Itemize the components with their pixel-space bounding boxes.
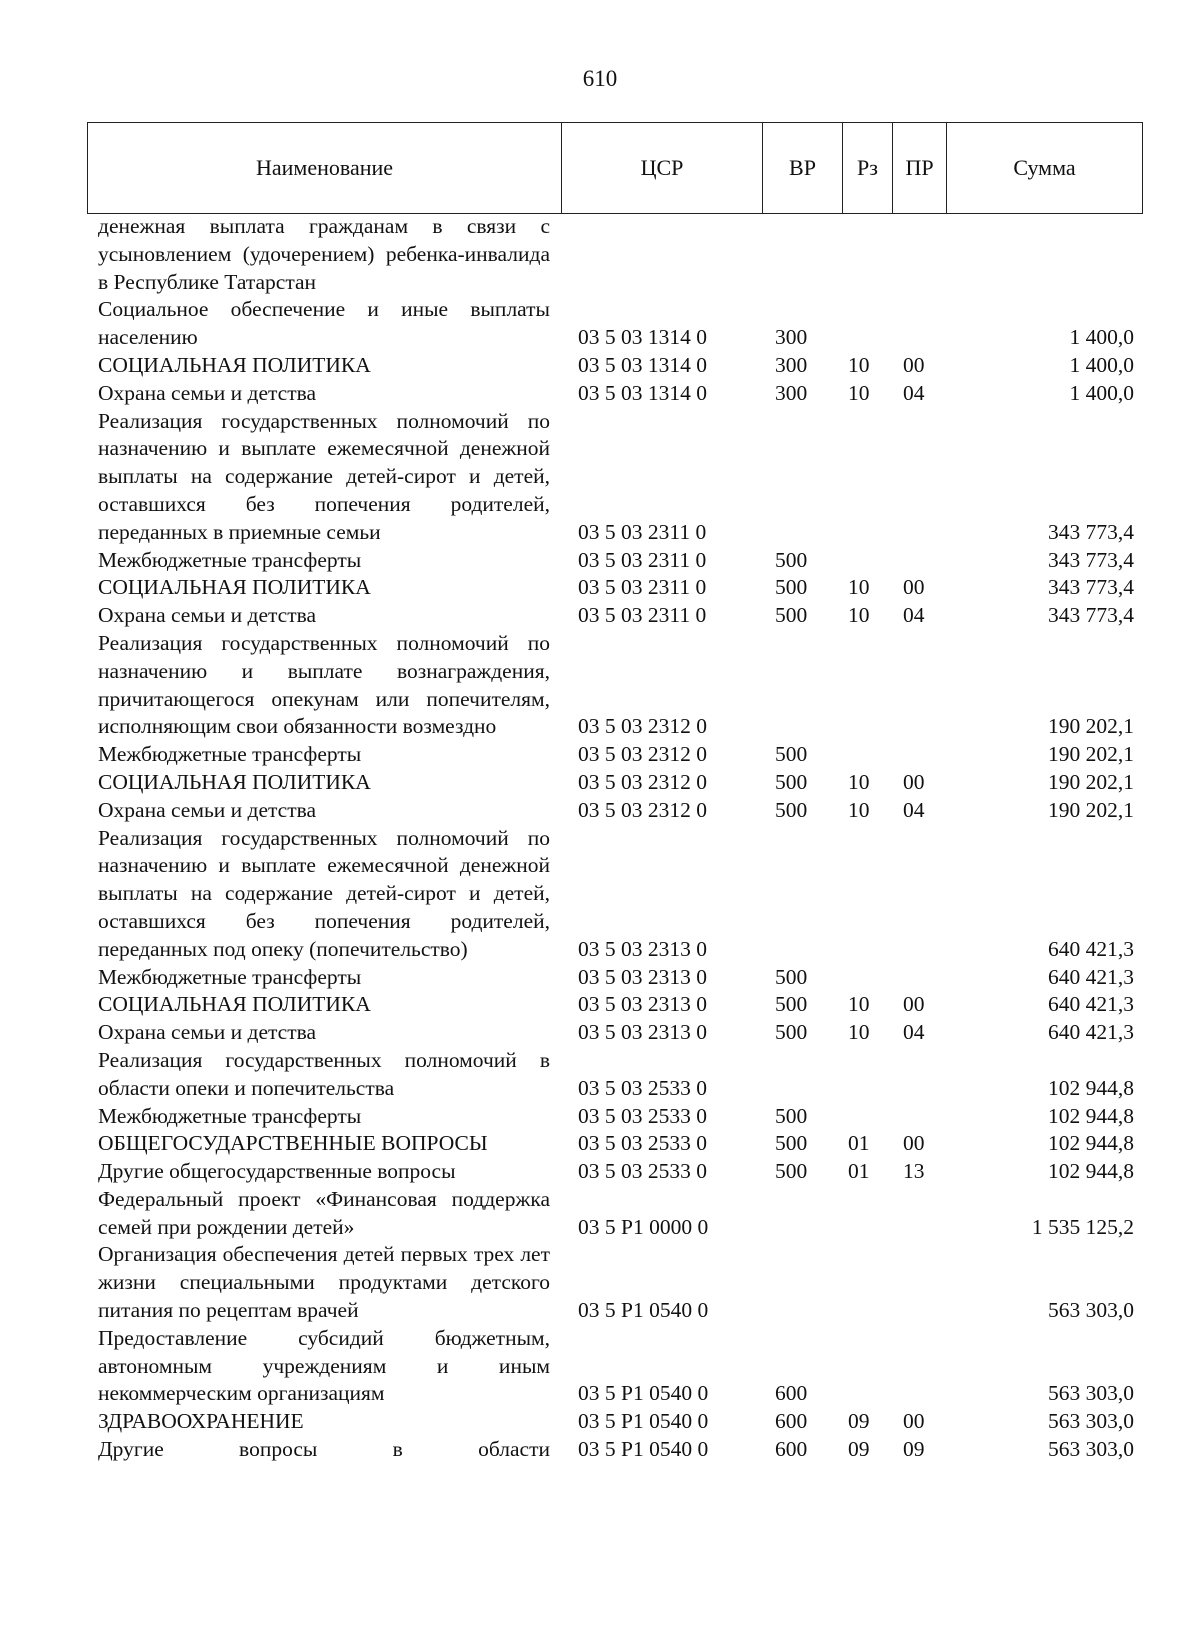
row-vr: 500 (775, 742, 808, 767)
row-name-text: СОЦИАЛЬНАЯ ПОЛИТИКА (98, 575, 371, 600)
table-row (98, 630, 1134, 741)
row-rz: 10 (848, 797, 870, 822)
row-name (98, 991, 550, 1019)
row-name (98, 547, 550, 575)
row-name-text: денежная выплата гражданам в связи с усыновлением (удочерением) ребенка-инвалида в Республике Татарстан (98, 214, 550, 294)
row-name-text: Реализация государственных полномочий в области опеки и попечительства (98, 1047, 550, 1100)
row-vr: 300 (775, 325, 808, 350)
row-name (98, 964, 550, 992)
row-name (98, 352, 550, 380)
row-rz: 01 (848, 1131, 870, 1156)
table-row (98, 1047, 1134, 1103)
row-name (98, 630, 550, 741)
table-body (98, 213, 1134, 1464)
row-name (98, 825, 550, 964)
table-row (98, 408, 1134, 547)
row-vr: 500 (775, 797, 808, 822)
row-pr: 00 (903, 769, 925, 794)
table-row (98, 213, 1134, 296)
table-row (98, 1325, 1134, 1408)
row-sum: 102 944,8 (1048, 1075, 1134, 1100)
table-row (98, 574, 1134, 602)
row-sum: 1 400,0 (1069, 352, 1134, 377)
row-name (98, 1047, 550, 1103)
row-vr: 500 (775, 1103, 808, 1128)
table-row (98, 1158, 1134, 1186)
row-csr: 03 5 03 2313 0 (578, 964, 707, 989)
row-name-text: СОЦИАЛЬНАЯ ПОЛИТИКА (98, 992, 371, 1017)
row-name (98, 1186, 550, 1242)
row-csr: 03 5 03 2533 0 (578, 1103, 707, 1128)
row-sum: 640 421,3 (1048, 936, 1134, 961)
row-name-text: Реализация государственных полномочий по назначению и выплате ежемесячной денежной выплаты на содержание детей-сирот и детей, оставшихся без попечения родителей, переданных под опеку (попечительство) (98, 825, 550, 961)
row-pr: 00 (903, 575, 925, 600)
row-name-text: ЗДРАВООХРАНЕНИЕ (98, 1409, 304, 1434)
row-pr: 00 (903, 1131, 925, 1156)
row-name (98, 1436, 550, 1464)
row-name-text: Охрана семьи и детства (98, 603, 317, 628)
row-vr: 500 (775, 1020, 808, 1045)
row-rz: 10 (848, 1020, 870, 1045)
row-csr: 03 5 03 2533 0 (578, 1075, 707, 1100)
table-row (98, 1103, 1134, 1131)
row-rz: 10 (848, 992, 870, 1017)
table-row (98, 380, 1134, 408)
row-name (98, 1241, 550, 1324)
table-row (98, 769, 1134, 797)
row-name (98, 797, 550, 825)
row-pr: 04 (903, 797, 925, 822)
row-csr: 03 5 P1 0540 0 (578, 1381, 709, 1406)
row-name-text: Охрана семьи и детства (98, 1020, 317, 1045)
row-pr: 00 (903, 352, 925, 377)
row-vr: 300 (775, 352, 808, 377)
row-name (98, 741, 550, 769)
row-rz: 01 (848, 1159, 870, 1184)
table-row (98, 1186, 1134, 1242)
table-row (98, 991, 1134, 1019)
row-sum: 1 400,0 (1069, 380, 1134, 405)
row-name-text: Межбюджетные трансферты (98, 964, 362, 989)
row-name-text: Межбюджетные трансферты (98, 1103, 362, 1128)
row-name (98, 769, 550, 797)
row-sum: 563 303,0 (1048, 1298, 1134, 1323)
row-csr: 03 5 03 1314 0 (578, 352, 707, 377)
row-pr: 04 (903, 380, 925, 405)
row-vr: 500 (775, 575, 808, 600)
row-sum: 640 421,3 (1048, 992, 1134, 1017)
row-name-text: Реализация государственных полномочий по назначению и выплате вознаграждения, причитающегося опекунам или попечителям, исполняющим свои обязанности возмездно (98, 630, 550, 739)
row-name (98, 1408, 550, 1436)
table-row (98, 741, 1134, 769)
table-row (98, 964, 1134, 992)
row-vr: 600 (775, 1381, 808, 1406)
row-vr: 300 (775, 380, 808, 405)
row-csr: 03 5 03 1314 0 (578, 380, 707, 405)
row-sum: 563 303,0 (1048, 1437, 1134, 1462)
header-rz: Рз (843, 123, 893, 213)
row-sum: 1 400,0 (1069, 325, 1134, 350)
row-sum: 640 421,3 (1048, 964, 1134, 989)
row-csr: 03 5 03 2312 0 (578, 797, 707, 822)
row-csr: 03 5 P1 0540 0 (578, 1409, 709, 1434)
row-rz: 10 (848, 603, 870, 628)
row-sum: 1 535 125,2 (1031, 1214, 1134, 1239)
table-row (98, 797, 1134, 825)
table-row (98, 1436, 1134, 1464)
row-csr: 03 5 P1 0000 0 (578, 1214, 709, 1239)
row-rz: 10 (848, 352, 870, 377)
row-vr: 500 (775, 769, 808, 794)
row-vr: 500 (775, 964, 808, 989)
table-row (98, 1130, 1134, 1158)
row-rz: 09 (848, 1409, 870, 1434)
row-name-text: Другие вопросы в области (98, 1437, 550, 1462)
header-name: Наименование (88, 123, 562, 213)
row-name (98, 574, 550, 602)
row-pr: 04 (903, 603, 925, 628)
row-csr: 03 5 03 2311 0 (578, 519, 707, 544)
row-sum: 343 773,4 (1048, 519, 1134, 544)
table-header (87, 122, 1143, 214)
row-name (98, 602, 550, 630)
row-name-text: Охрана семьи и детства (98, 797, 317, 822)
row-sum: 343 773,4 (1048, 547, 1134, 572)
row-pr: 00 (903, 992, 925, 1017)
row-name (98, 1325, 550, 1408)
row-name-text: Предоставление субсидий бюджетным, автономным учреждениям и иным некоммерческим организациям (98, 1325, 550, 1406)
header-pr: ПР (893, 123, 947, 213)
row-vr: 500 (775, 603, 808, 628)
row-sum: 563 303,0 (1048, 1409, 1134, 1434)
row-name-text: Межбюджетные трансферты (98, 547, 362, 572)
page-number: 610 (582, 66, 618, 91)
row-vr: 500 (775, 547, 808, 572)
row-sum: 343 773,4 (1048, 603, 1134, 628)
table-row (98, 1241, 1134, 1324)
row-sum: 190 202,1 (1048, 742, 1134, 767)
row-name (98, 296, 550, 352)
table-row (98, 1019, 1134, 1047)
row-csr: 03 5 03 1314 0 (578, 325, 707, 350)
header-csr: ЦСР (562, 123, 763, 213)
row-csr: 03 5 P1 0540 0 (578, 1298, 709, 1323)
row-csr: 03 5 03 2313 0 (578, 1020, 707, 1045)
row-csr: 03 5 03 2312 0 (578, 714, 707, 739)
row-name (98, 213, 550, 296)
row-csr: 03 5 03 2312 0 (578, 742, 707, 767)
row-vr: 500 (775, 1131, 808, 1156)
row-sum: 102 944,8 (1048, 1131, 1134, 1156)
row-vr: 600 (775, 1409, 808, 1434)
row-name-text: СОЦИАЛЬНАЯ ПОЛИТИКА (98, 352, 371, 377)
row-name (98, 1130, 550, 1158)
row-csr: 03 5 03 2533 0 (578, 1159, 707, 1184)
table-row (98, 352, 1134, 380)
row-sum: 563 303,0 (1048, 1381, 1134, 1406)
row-vr: 500 (775, 1159, 808, 1184)
row-sum: 640 421,3 (1048, 1020, 1134, 1045)
row-sum: 190 202,1 (1048, 714, 1134, 739)
row-rz: 10 (848, 380, 870, 405)
row-sum: 343 773,4 (1048, 575, 1134, 600)
row-name-text: ОБЩЕГОСУДАРСТВЕННЫЕ ВОПРОСЫ (98, 1131, 488, 1156)
row-rz: 10 (848, 769, 870, 794)
row-sum: 102 944,8 (1048, 1103, 1134, 1128)
row-name-text: Охрана семьи и детства (98, 380, 317, 405)
row-csr: 03 5 P1 0540 0 (578, 1437, 709, 1462)
row-csr: 03 5 03 2533 0 (578, 1131, 707, 1156)
row-csr: 03 5 03 2311 0 (578, 575, 707, 600)
table-row (98, 825, 1134, 964)
row-name-text: Межбюджетные трансферты (98, 742, 362, 767)
row-name-text: Федеральный проект «Финансовая поддержка семей при рождении детей» (98, 1186, 550, 1239)
row-csr: 03 5 03 2312 0 (578, 769, 707, 794)
row-pr: 00 (903, 1409, 925, 1434)
row-pr: 09 (903, 1437, 925, 1462)
header-sum: Сумма (1013, 155, 1076, 180)
row-vr: 600 (775, 1437, 808, 1462)
row-csr: 03 5 03 2311 0 (578, 603, 707, 628)
row-csr: 03 5 03 2311 0 (578, 547, 707, 572)
row-sum: 102 944,8 (1048, 1159, 1134, 1184)
row-vr: 500 (775, 992, 808, 1017)
row-name (98, 1103, 550, 1131)
table-row (98, 547, 1134, 575)
table-row (98, 1408, 1134, 1436)
row-sum: 190 202,1 (1048, 797, 1134, 822)
row-csr: 03 5 03 2313 0 (578, 992, 707, 1017)
header-vr: ВР (763, 123, 843, 213)
row-csr: 03 5 03 2313 0 (578, 936, 707, 961)
row-name (98, 380, 550, 408)
row-name (98, 408, 550, 547)
row-pr: 13 (903, 1159, 925, 1184)
row-sum: 190 202,1 (1048, 769, 1134, 794)
row-name-text: Организация обеспечения детей первых трех лет жизни специальными продуктами детского питания по рецептам врачей (98, 1242, 550, 1323)
row-pr: 04 (903, 1020, 925, 1045)
row-rz: 09 (848, 1437, 870, 1462)
table-row (98, 296, 1134, 352)
row-name (98, 1158, 550, 1186)
row-name-text: Реализация государственных полномочий по назначению и выплате ежемесячной денежной выплаты на содержание детей-сирот и детей, оставшихся без попечения родителей, переданных в приемные семьи (98, 408, 550, 544)
row-name-text: Другие общегосударственные вопросы (98, 1159, 456, 1184)
table-row (98, 602, 1134, 630)
row-name (98, 1019, 550, 1047)
row-rz: 10 (848, 575, 870, 600)
row-name-text: Социальное обеспечение и иные выплаты населению (98, 297, 550, 350)
row-name-text: СОЦИАЛЬНАЯ ПОЛИТИКА (98, 769, 371, 794)
